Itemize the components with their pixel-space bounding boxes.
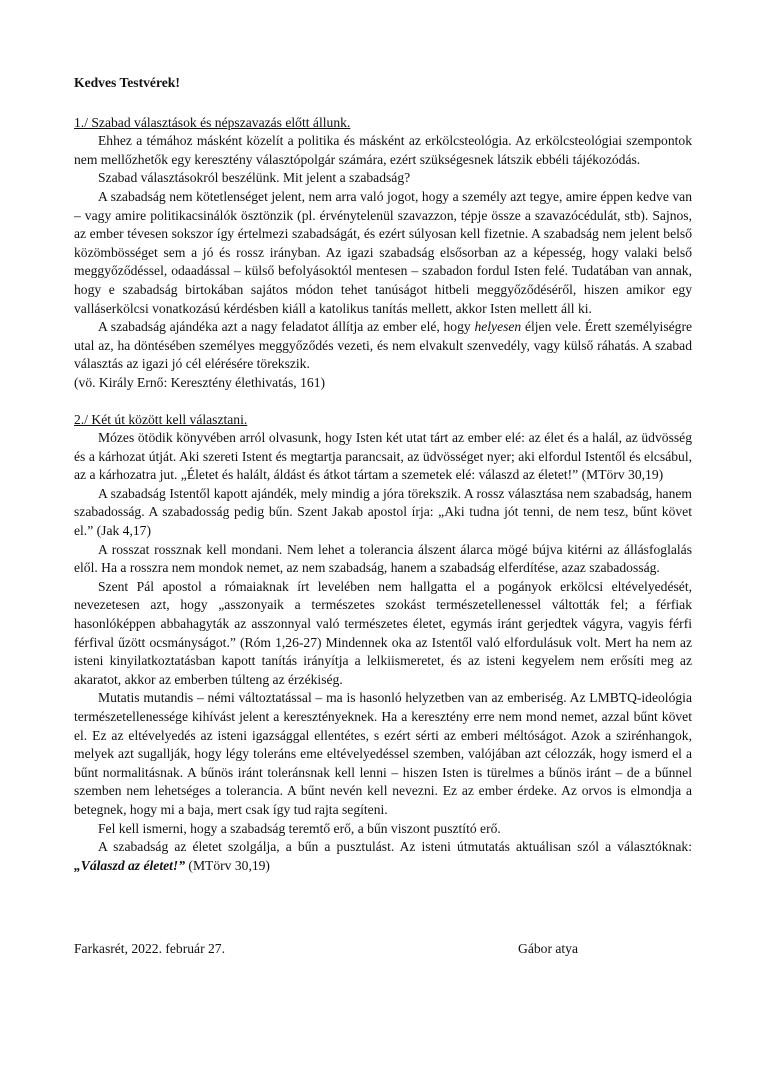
letter-body xyxy=(74,74,692,875)
section-1-heading: 1./ Szabad választások és népszavazás előtt állunk. xyxy=(74,114,351,130)
section-2-heading: 2./ Két út között kell választani. xyxy=(74,411,248,427)
emphasized-quote: „Válaszd az életet!” xyxy=(74,857,186,873)
greeting: Kedves Testvérek! xyxy=(74,75,180,90)
paragraph xyxy=(74,318,692,374)
place-date: Farkasrét, 2022. február 27. xyxy=(74,941,225,956)
paragraph: Mózes ötödik könyvében arról olvasunk, hogy Isten két utat tárt az ember elé: az élet és a halál, az üdvösség és a kárhozat útját. Aki szereti Istent és megtartja parancsait, az üdvösséget nyer; aki elfordul Istentől és elcsábul, az a kárhozatra jut. „Életet és halált, áldást és átkot tártam a szemetek elé: válaszd az életet!” (MTörv 30,19) xyxy=(74,430,692,483)
citation: (vö. Király Ernő: Keresztény élethivatás, 161) xyxy=(74,374,326,390)
spacer xyxy=(74,393,692,411)
paragraph: A szabadság nem kötetlenséget jelent, nem arra való jogot, hogy a személy azt tegye, amire éppen kedve van – vagy amire politikacsinálók ösztönzik (pl. érvénytelenül szavazzon, tépje össze a szavazócédulát, stb). Sajnos, az ember tévesen sokszor így értelmezi szabadságát, és ezért súlyosan kell fizetnie. A szabadság nem jelent belső közömbösséget sem a jó és rossz irányban. Az igazi szabadság elsősorban az a képesség, hogy valaki belső meggyőződéssel, odaadással – külső befolyásoktól mentesen – szabadon fordul Isten felé. Tudatában van annak, hogy e szabadság birtokában sajátos módon tehet tanúságot hitbeli meggyőződéséről, hiszen amikor egy valláserkölcsi vonatkozású kérdésben kiáll a katolikus tanítás mellett, akkor Isten mellett áll ki. xyxy=(74,188,692,316)
paragraph: A rosszat rossznak kell mondani. Nem lehet a tolerancia álszent álarca mögé bújva kitérni az állásfoglalás elől. Ha a rosszra nem mondok nemet, az nem szabadság, hanem a szabadság elferdítése, azaz szabadosság. xyxy=(74,541,692,576)
paragraph: Mutatis mutandis – némi változtatással – ma is hasonló helyzetben van az emberiség. Az LMBTQ-ideológia természetellenessége kihívást jelent a keresztényeknek. Ha a keresztény erre nem mond nemet, azzal bűnt követ el. Ez az eltévelyedés az isteni igazsággal ellentétes, s ezért sérti az emberi méltóságot. Azok a szirénhangok, melyek azt sugallják, hogy légy toleráns eme eltévelyedéssel szemben, valójában azt célozzák, hogy ismerd el a bűnt normalitásnak. A bűnös iránt toleránsnak kell lenni – hiszen Isten is türelmes a bűnös iránt – de a bűnnel szemben nem lehetséges a tolerancia. A bűnt nevén kell nevezni. Ez az ember érdeke. Az orvos is elmondja a betegnek, hogy mi a baja, mert csak így tud rajta segíteni. xyxy=(74,690,692,817)
text-run: (MTörv 30,19) xyxy=(185,857,270,873)
signature: Gábor atya xyxy=(518,941,579,956)
paragraph: Szabad választásokról beszélünk. Mit jelent a szabadság? xyxy=(98,170,411,186)
text-run: A szabadság az életet szolgálja, a bűn a pusztulást. Az isteni útmutatás aktuálisan szól a választóknak: xyxy=(98,839,692,855)
closing-paragraph xyxy=(74,838,692,875)
paragraph: Ehhez a témához másként közelít a politika és másként az erkölcsteológia. Az erkölcsteológiai szempontok nem mellőzhetők egy keresztény választópolgár számára, ezért szükségesnek látszik ebbéli tájékozódás. xyxy=(74,133,692,167)
italic-word: helyesen xyxy=(474,319,522,335)
text-run: éljen vele. Érett személyiségre utal az, ha döntésében személyes meggyőződés vezeti, és nem elvakult szenvedély, vagy külső ráhatás. A szabad választás az igazi jó cél elérésére törekszik. xyxy=(74,319,692,372)
paragraph: Fel kell ismerni, hogy a szabadság teremtő erő, a bűn viszont pusztító erő. xyxy=(98,820,501,836)
text-run: A szabadság ajándéka azt a nagy feladatot állítja az ember elé, hogy xyxy=(98,319,475,335)
paragraph: Szent Pál apostol a rómaiaknak írt levelében nem hallgatta el a pogányok erkölcsi eltévelyedését, nevezetesen azt, hogy „asszonyaik a természetes szokást természetellenessel váltották fel; a férfiak hasonlóképpen abbahagyták az asszonnyal való természetes életet, egymás iránt gerjedtek vágyra, vagyis férfi férfival űzött ocsmányságot.” (Róm 1,26-27) Mindennek oka az Istentől való elfordulásuk volt. Mert ha nem az isteni kinyilatkoztatásban kapott tanítás irányítja a lelkiismeretet, és az isteni kegyelem nem erősíti meg az akaratot, akkor az emberben túlteng az érzékiség. xyxy=(74,578,692,687)
paragraph: A szabadság Istentől kapott ajándék, mely mindig a jóra törekszik. A rossz választása nem szabadság, hanem szabadosság. A szabadosság pedig bűn. Szent Jakab apostol írja: „Aki tudna jót tenni, de nem tesz, bűnt követ el.” (Jak 4,17) xyxy=(74,485,692,539)
